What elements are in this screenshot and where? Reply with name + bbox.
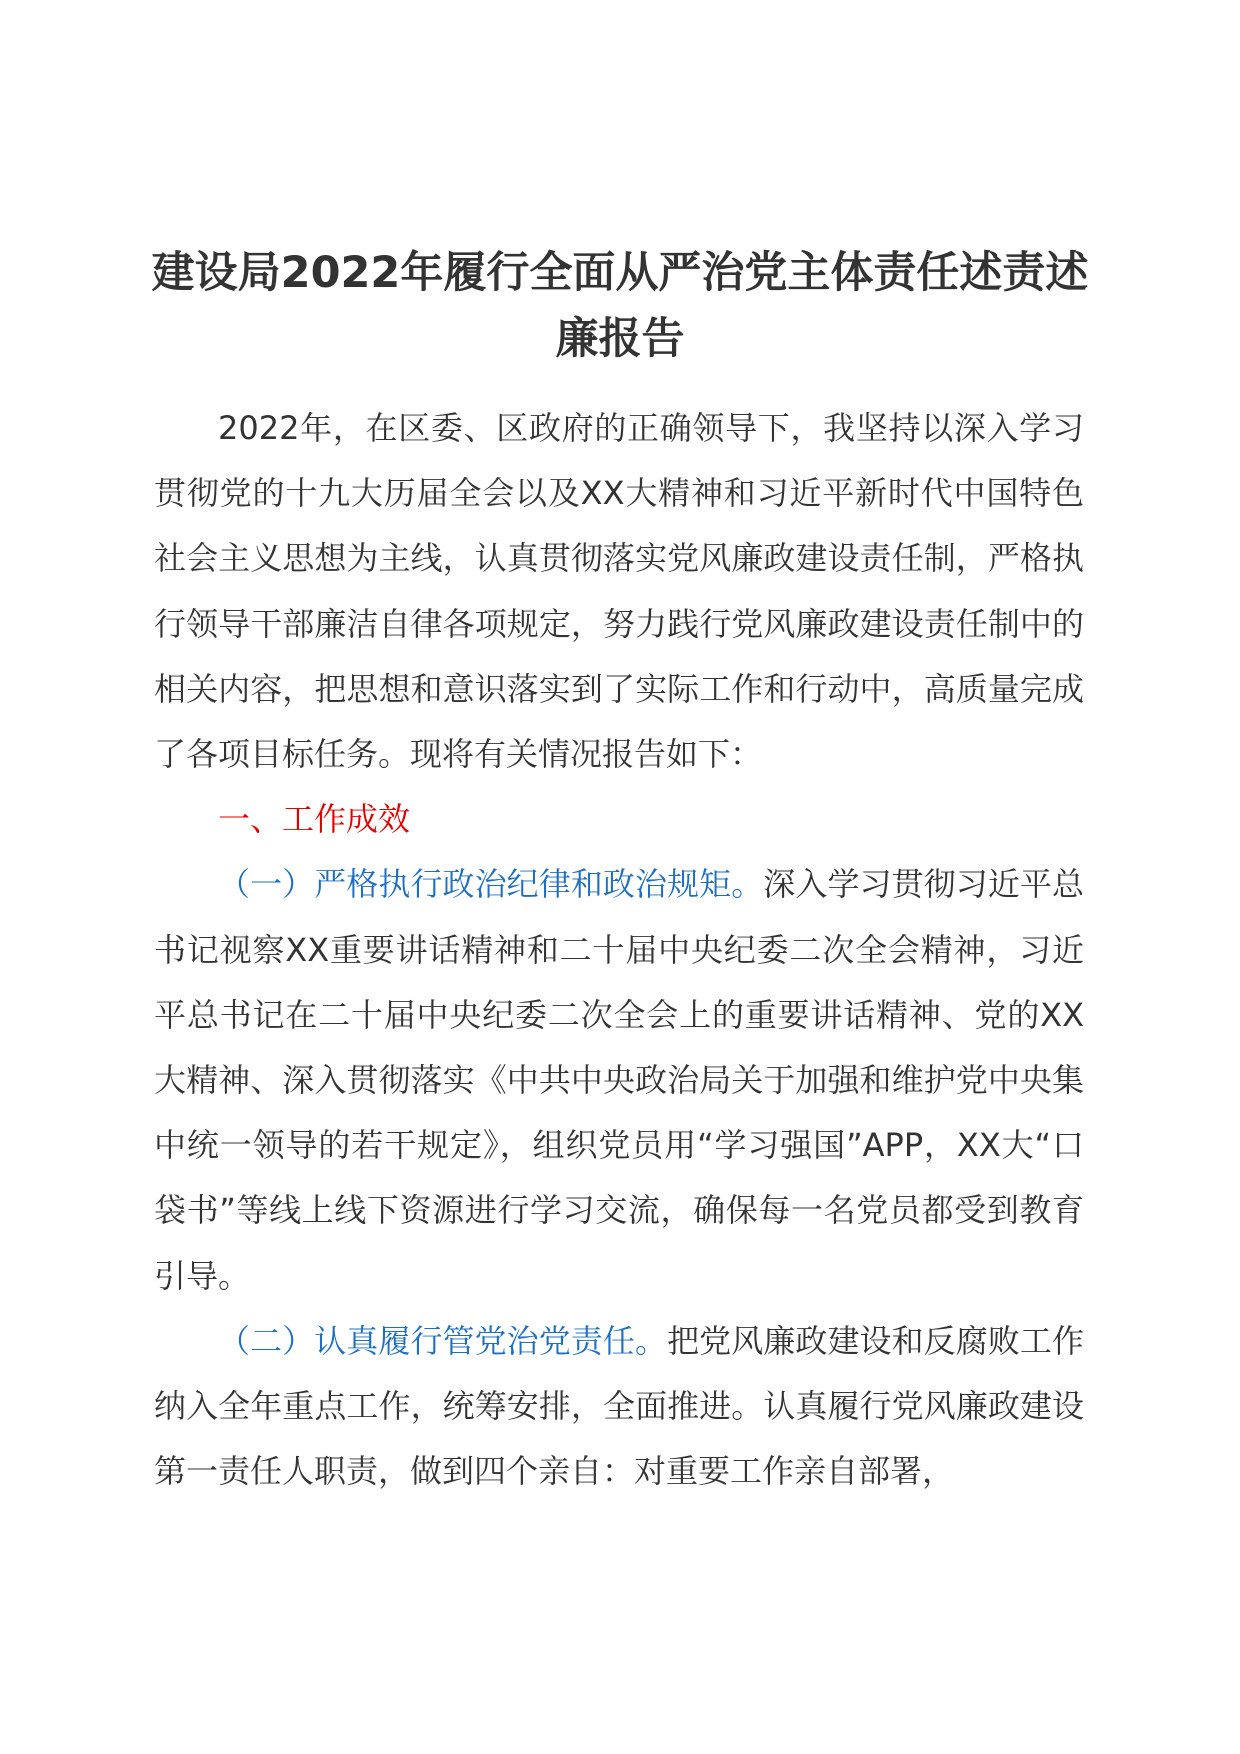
subsection-heading-1: （一）严格执行政治纪律和政治规矩。	[218, 865, 764, 904]
subsection-paragraph-2	[154, 1309, 1084, 1505]
document-title: 建设局2022年履行全面从严治党主体责任述责述廉报告	[151, 248, 1089, 364]
subsection-body-1: 深入学习贯彻习近平总书记视察XX重要讲话精神和二十届中央纪委二次全会精神，习近平总书记在二十届中央纪委二次全会上的重要讲话精神、党的XX大精神、深入贯彻落实《中共中央政治局关于加强和维护党中央集中统一领导的若干规定》，组织党员用“学习强国”APP，XX大“口袋书”等线上线下资源进行学习交流，确保每一名党员都受到教育引导。	[154, 865, 1084, 1295]
intro-paragraph: 2022年，在区委、区政府的正确领导下，我坚持以深入学习贯彻党的十九大历届全会以及XX大精神和习近平新时代中国特色社会主义思想为主线，认真贯彻落实党风廉政建设责任制，严格执行领导干部廉洁自律各项规定，努力践行党风廉政建设责任制中的相关内容，把思想和意识落实到了实际工作和行动中，高质量完成了各项目标任务。现将有关情况报告如下：	[154, 409, 1084, 774]
document-body	[154, 396, 1084, 1504]
subsection-heading-2: （二）认真履行管党治党责任。	[218, 1321, 668, 1360]
section-heading-text: 一、工作成效	[218, 800, 411, 839]
subsection-body-2: 把党风廉政建设和反腐败工作纳入全年重点工作，统筹安排，全面推进。认真履行党风廉政建设第一责任人职责，做到四个亲自：对重要工作亲自部署，	[154, 1321, 1084, 1491]
subsection-paragraph-1	[154, 852, 1084, 1308]
section-heading-achievements	[154, 787, 1084, 852]
